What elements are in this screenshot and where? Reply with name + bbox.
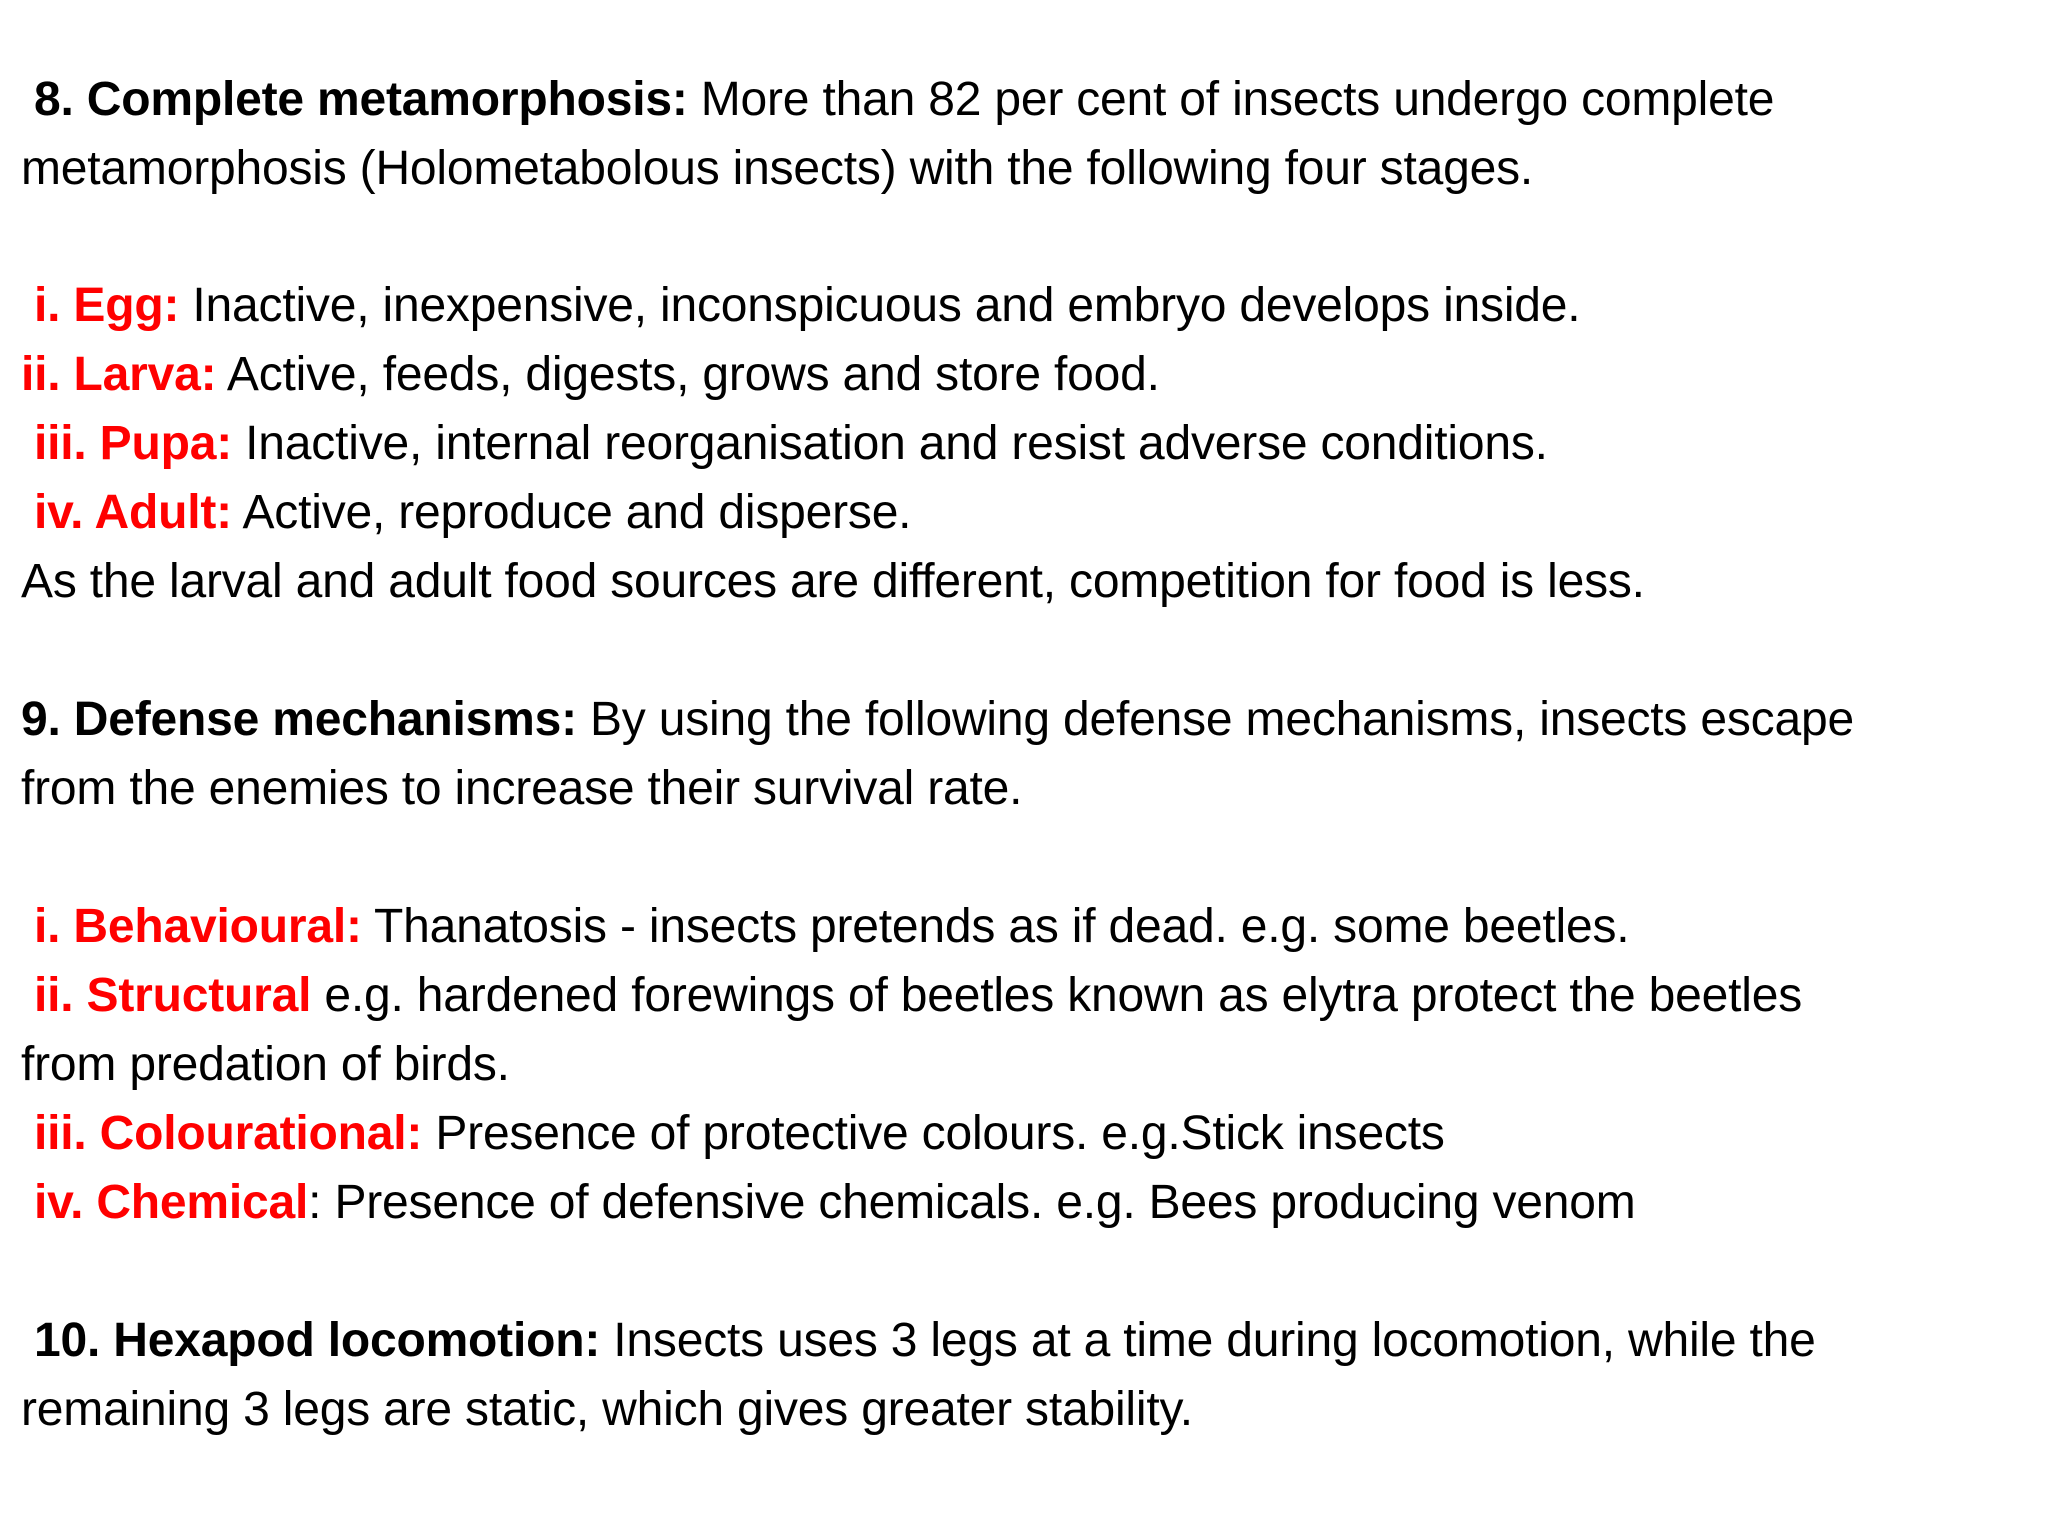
mechanism-label: iii. Colourational: <box>34 1107 423 1160</box>
mechanism-label: ii. Structural <box>34 969 312 1022</box>
mechanism-text: e.g. hardened forewings of beetles known as elytra protect the beetles <box>311 969 1802 1022</box>
stage-label: iii. Pupa: <box>34 417 233 470</box>
stage-adult <box>34 483 911 543</box>
mechanism-chemical <box>34 1173 1636 1233</box>
stage-text: Inactive, inexpensive, inconspicuous and embryo develops inside. <box>179 279 1581 332</box>
section-9-heading: 9. Defense mechanisms: <box>21 693 577 746</box>
mechanism-label: iv. Chemical <box>34 1176 309 1229</box>
stage-label: i. Egg: <box>34 279 180 332</box>
mechanism-text: Thanatosis - insects pretends as if dead. e.g. some beetles. <box>361 900 1630 953</box>
mechanism-text: : Presence of defensive chemicals. e.g. Bees producing venom <box>308 1176 1636 1229</box>
stage-text: Active, reproduce and disperse. <box>231 486 912 539</box>
mechanism-behavioural <box>34 897 1629 957</box>
section-10-intro: Insects uses 3 legs at a time during locomotion, while the <box>600 1314 1816 1367</box>
stage-larva <box>21 345 1160 405</box>
mechanism-structural-continued: from predation of birds. <box>21 1038 510 1091</box>
section-9-line-2: from the enemies to increase their survival rate. <box>21 762 1023 815</box>
section-10-heading: 10. Hexapod locomotion: <box>34 1314 601 1367</box>
section-10-line-2: remaining 3 legs are static, which gives greater stability. <box>21 1383 1193 1436</box>
stage-label: ii. Larva: <box>21 348 217 401</box>
section-8-conclusion: As the larval and adult food sources are different, competition for food is less. <box>21 555 1645 608</box>
section-9-line-1 <box>21 690 1854 750</box>
section-10-line-1 <box>34 1311 1816 1371</box>
stage-egg <box>34 276 1580 336</box>
section-8-heading: 8. Complete metamorphosis: <box>34 73 688 126</box>
stage-text: Active, feeds, digests, grows and store food. <box>216 348 1160 401</box>
mechanism-colourational <box>34 1104 1445 1164</box>
mechanism-label: i. Behavioural: <box>34 900 362 953</box>
section-8-line-2: metamorphosis (Holometabolous insects) with the following four stages. <box>21 142 1534 195</box>
stage-text: Inactive, internal reorganisation and resist adverse conditions. <box>232 417 1548 470</box>
mechanism-structural <box>34 966 1802 1026</box>
section-9-intro: By using the following defense mechanisms, insects escape <box>576 693 1854 746</box>
section-8-intro: More than 82 per cent of insects undergo complete <box>687 73 1775 126</box>
section-8-line-1 <box>34 70 1774 130</box>
mechanism-text: Presence of protective colours. e.g.Stick insects <box>422 1107 1445 1160</box>
stage-pupa <box>34 414 1548 474</box>
stage-label: iv. Adult: <box>34 486 232 539</box>
